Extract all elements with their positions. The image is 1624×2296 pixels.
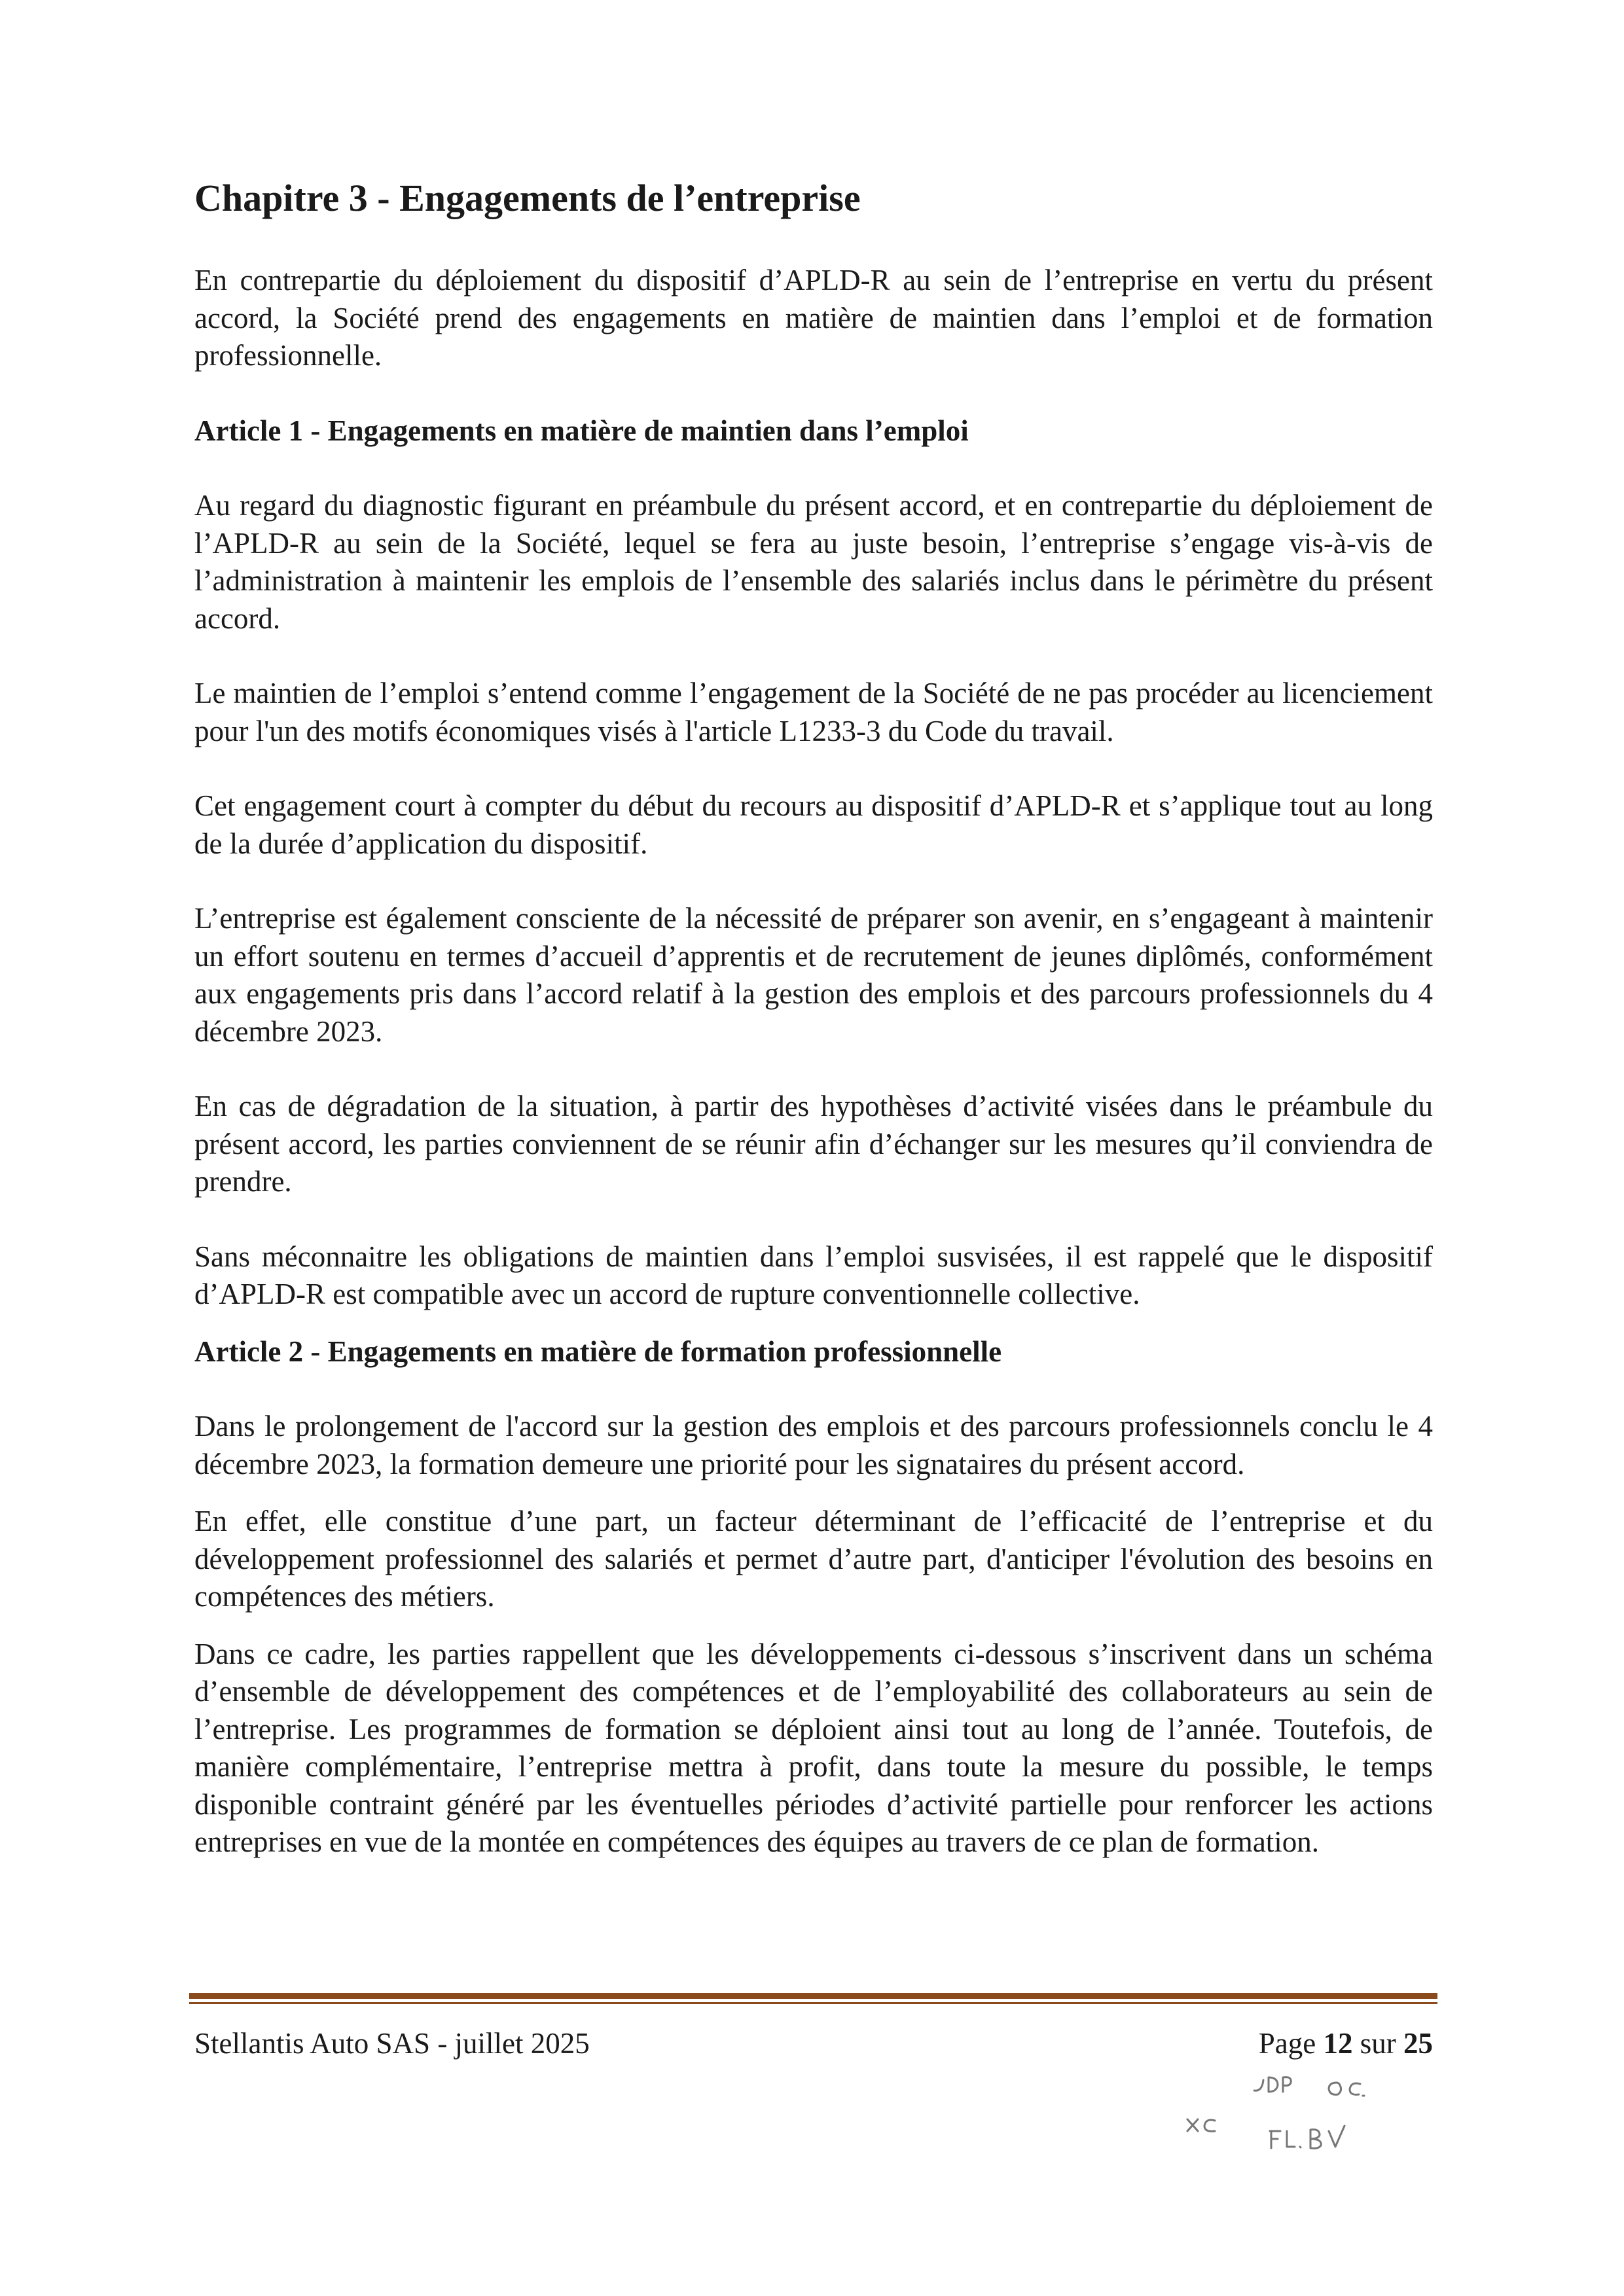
article-2-paragraph: Dans le prolongement de l'accord sur la gestion des emplois et des parcours professionnels conclu le 4 décembre 2023, la formation demeure une priorité pour les signataires du présent accord. [194,1410,1433,1480]
initials-bv [1310,2126,1344,2149]
page-label: Page [1258,2027,1316,2060]
article-2-title: Article 2 - Engagements en matière de formation professionnelle [194,1335,1002,1368]
page-of-label: sur [1360,2027,1396,2060]
article-1-paragraph: Au regard du diagnostic figurant en préambule du présent accord, et en contrepartie du déploiement de l’APLD-R au sein de la Société, lequel se fera au juste besoin, l’entreprise s’engage vis-à-vis de l’administration à maintenir les emplois de l’ensemble des salariés inclus dans le périmètre du présent accord. [194,489,1433,635]
page-total: 25 [1403,2027,1433,2060]
page-content [194,175,1433,1899]
article-1-paragraph: Le maintien de l’emploi s’entend comme l’engagement de la Société de ne pas procéder au licenciement pour l'un des motifs économiques visés à l'article L1233-3 du Code du travail. [194,677,1433,747]
chapter-title: Chapitre 3 - Engagements de l’entreprise [194,177,861,219]
article-1-paragraph: En cas de dégradation de la situation, à partir des hypothèses d’activité visées dans le préambule du présent accord, les parties conviennent de se réunir afin d’échanger sur les mesures qu’il conviendra de prendre. [194,1090,1433,1198]
handwritten-initials [1185,2068,1420,2166]
initials-xc [1187,2119,1215,2131]
article-1-paragraph: L’entreprise est également consciente de la nécessité de préparer son avenir, en s’engageant à maintenir un effort soutenu en termes d’accueil d’apprentis et de recrutement de jeunes diplômés, conformément aux engagements pris dans l’accord relatif à la gestion des emplois et des parcours professionnels du 4 décembre 2023. [194,902,1433,1048]
initials-oc [1329,2083,1364,2096]
page-current: 12 [1323,2027,1353,2060]
initials-fl [1270,2131,1301,2148]
article-1-title: Article 1 - Engagements en matière de maintien dans l’emploi [194,414,969,447]
footer-rule-thick [189,1993,1437,1999]
footer-company-date: Stellantis Auto SAS - juillet 2025 [194,2027,590,2060]
article-2-paragraph: Dans ce cadre, les parties rappellent que les développements ci-dessous s’inscrivent dans un schéma d’ensemble de développement des compétences et de l’employabilité des collaborateurs au sein de l’entreprise. Les programmes de formation se déploient ainsi tout au long de l’année. Toutefois, de manière complémentaire, l’entreprise mettra à profit, dans toute la mesure du possible, le temps disponible contraint généré par les éventuelles périodes d’activité partielle pour renforcer les actions entreprises en vue de la montée en compétences des équipes au travers de ce plan de formation. [194,1637,1433,1858]
article-1-paragraph: Cet engagement court à compter du début du recours au dispositif d’APLD-R et s’applique tout au long de la durée d’application du dispositif. [194,789,1433,860]
intro-paragraph: En contrepartie du déploiement du dispositif d’APLD-R au sein de l’entreprise en vertu du présent accord, la Société prend des engagements en matière de maintien dans l’emploi et de formation professionnelle. [194,264,1433,372]
initials-jdp [1254,2077,1291,2092]
page-number [1259,2025,1433,2062]
footer-rule [189,1993,1437,2004]
article-2-paragraph: En effet, elle constitue d’une part, un facteur déterminant de l’efficacité de l’entreprise et du développement professionnel des salariés et permet d’autre part, d'anticiper l'évolution des besoins en compétences des métiers. [194,1505,1433,1613]
footer-rule-thin [189,2002,1437,2004]
article-1-paragraph: Sans méconnaitre les obligations de maintien dans l’emploi susvisées, il est rappelé que le dispositif d’APLD-R est compatible avec un accord de rupture conventionnelle collective. [194,1240,1433,1310]
